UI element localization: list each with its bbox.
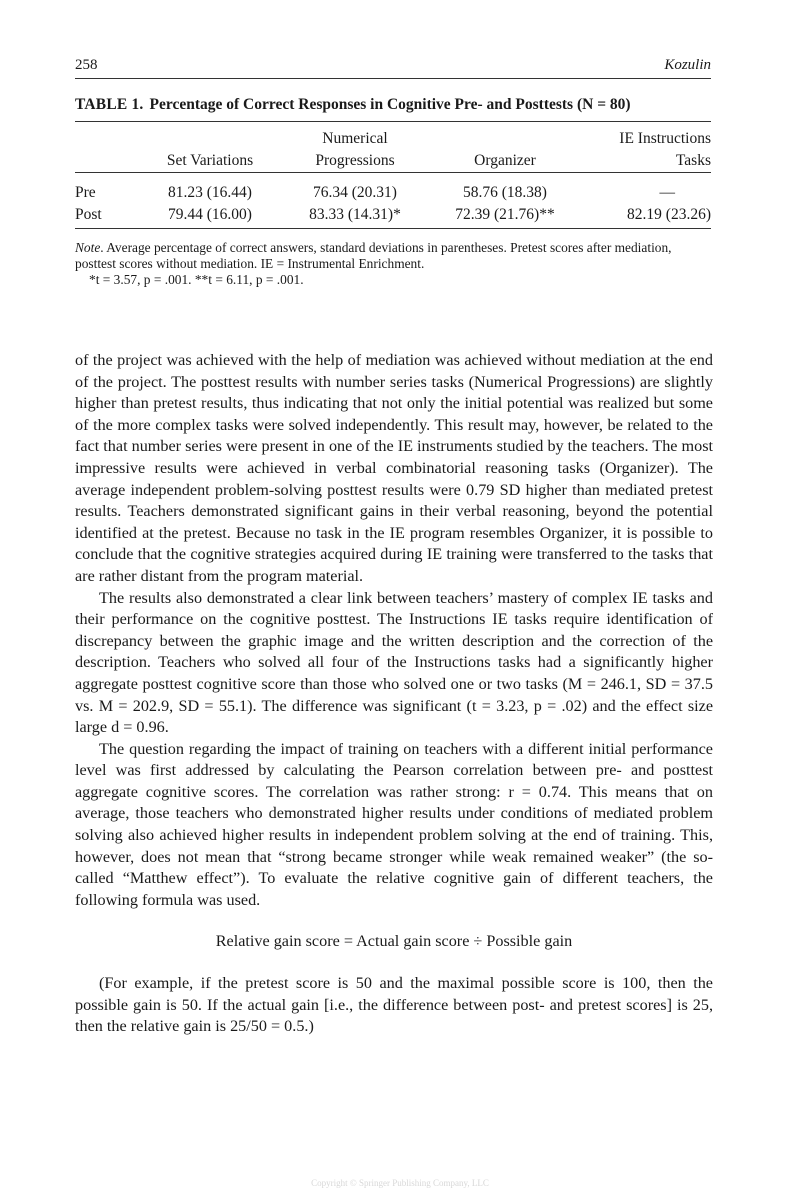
table-caption (75, 96, 715, 114)
table-cell: 76.34 (20.31) (313, 184, 397, 201)
column-header: Numerical Progressions (315, 130, 395, 169)
table-cell: 81.23 (16.44) (168, 184, 252, 201)
table-row (75, 204, 711, 226)
body-text (75, 350, 713, 1038)
table-top-rule (75, 121, 711, 122)
header-rule (75, 78, 711, 79)
table-cell: — (659, 184, 675, 201)
table-row (75, 174, 711, 204)
table-header-rule (75, 172, 711, 173)
paragraph: The results also demonstrated a clear link between teachers’ mastery of complex IE tasks and their performance on the cognitive posttest. The Instructions IE tasks require identification of discrepancy between the graphic image and the written description and the correction of the description. Teachers who solved all four of the Instructions tasks had a significantly higher aggregate posttest cognitive score than those who solved one or two tasks (M = 246.1, SD = 37.5 vs. M = 202.9, SD = 55.1). The difference was significant (t = 3.23, p = .02) and the effect size large d = 0.96. (75, 588, 713, 737)
paragraph: The question regarding the impact of training on teachers with a different initial performance level was first addressed by calculating the Pearson correlation between pre- and posttest aggregate cognitive scores. The correlation was rather strong: r = 0.74. This means that on average, those teachers who demonstrated higher results under conditions of mediated problem solving also achieved higher results in independent problem solving at the end of training. This, however, does not mean that “strong became stronger while weak remained weaker” (the so-called “Matthew effect”). To evaluate the relative cognitive gain of different teachers, the following formula was used. (75, 739, 713, 909)
note-label: Note (75, 240, 101, 255)
table-cell: 72.39 (21.76)** (455, 206, 555, 223)
copyright-footer: Copyright © Springer Publishing Company, LLC (311, 1178, 489, 1188)
table-cell: 58.76 (18.38) (463, 184, 547, 201)
table-note-text: Note. Average percentage of correct answers, standard deviations in parentheses. Pretest scores after mediation, posttest scores without mediation. IE = Instrumental Enrichment. (75, 240, 672, 271)
table-note (75, 240, 715, 288)
running-header (75, 57, 711, 74)
table-bottom-rule (75, 228, 711, 229)
paragraph: of the project was achieved with the help of mediation was achieved without mediation at the end of the project. The posttest results with number series tasks (Numerical Progressions) are slightly higher than pretest results, thus indicating that not only the initial potential was realized but some of the more complex tasks were solved independently. This result may, however, be related to the fact that number series were present in one of the IE instruments studied by the teachers. The most impressive results were achieved in verbal combinatorial reasoning tasks (Organizer). The average independent problem-solving posttest results were 0.79 SD higher than mediated pretest results. Teachers demonstrated significant gains in their verbal reasoning, beyond the potential identified at the pretest. Because no task in the IE program resembles Organizer, it is possible to conclude that the cognitive strategies acquired during IE training were transferred to the tasks that are rather distant from the program material. (75, 351, 714, 585)
table-header-row (75, 128, 711, 174)
table-cell: 82.19 (23.26) (627, 206, 711, 223)
row-label: Pre (75, 184, 96, 201)
column-header (75, 128, 135, 174)
running-head-author: Kozulin (664, 57, 711, 73)
table-cell: 83.33 (14.31)* (309, 206, 401, 223)
page-number: 258 (75, 57, 98, 73)
results-table (75, 128, 711, 226)
row-label: Post (75, 206, 102, 223)
column-header: Set Variations (166, 152, 254, 169)
paragraph: (For example, if the pretest score is 50 and the maximal possible score is 100, then the possible gain is 50. If the actual gain [i.e., the difference between post- and pretest scores] is 25, then the relative gain is 25/50 = 0.5.) (75, 974, 713, 1036)
column-header: Organizer (474, 152, 536, 169)
table-title: Percentage of Correct Responses in Cognitive Pre- and Posttests (N = 80) (149, 96, 631, 113)
table-label: TABLE 1. (75, 96, 144, 113)
table-cell: 79.44 (16.00) (168, 206, 252, 223)
significance-note: *t = 3.57, p = .001. **t = 6.11, p = .001. (89, 272, 304, 287)
column-header: IE Instructions Tasks (619, 130, 711, 169)
formula: Relative gain score = Actual gain score ÷ Possible gain (215, 932, 573, 951)
